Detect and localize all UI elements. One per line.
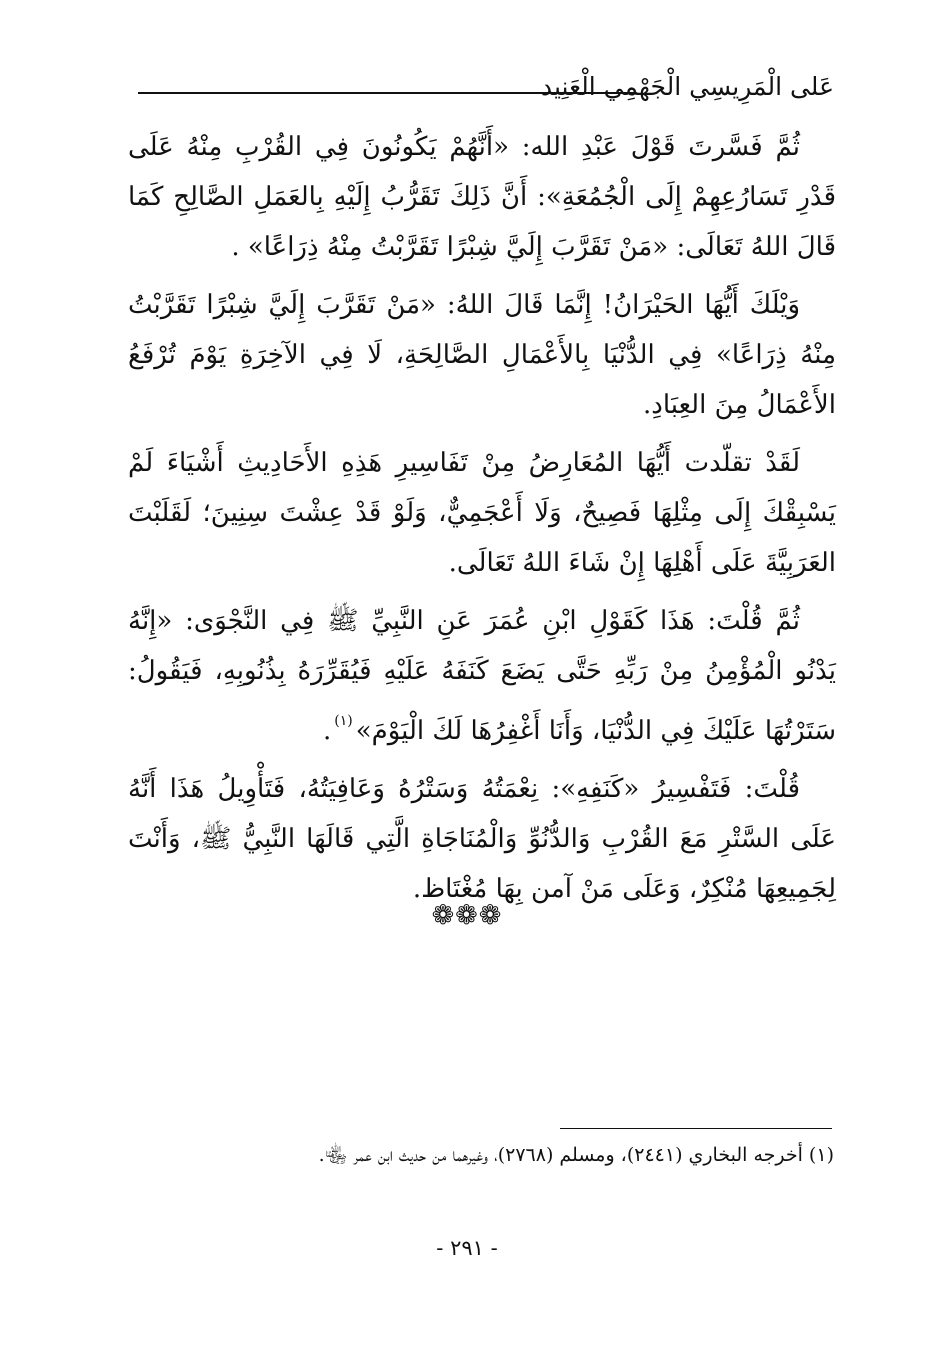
header-rule <box>138 92 636 94</box>
footnote-marker[interactable]: (١) <box>334 713 353 729</box>
paragraph-5: قُلْتَ: فَتَفْسِيرُ «كَنَفِهِ»: نِعْمَتُهُ وَسَتْرُهُ وَعَافِيَتُهُ، فَتَأْوِيلُ هَذَا أَنَّهُ عَلَى السَّتْرِ مَعَ القُرْبِ وَالدُّنُوِّ وَالْمُنَاجَاةِ الَّتِي قَالَهَا النَّبِيُّ ﷺ، وَأَنْتَ لِجَمِيعِهَا مُنْكِرٌ، وَعَلَى مَنْ آمن بِهَا مُغْتَاظ. <box>128 774 836 904</box>
paragraph-4-text: ثُمَّ قُلْتَ: هَذَا كَقَوْلِ ابْنِ عُمَرَ عَنِ النَّبِيِّ ﷺ فِي النَّجْوَى: «إِنَّهُ يَدْنُو الْمُؤْمِنُ مِنْ رَبِّهِ حَتَّى يَضَعَ كَنَفَهُ عَلَيْهِ فَيُقَرِّرَهُ بِذُنُوبِهِ، فَيَقُولُ: سَتَرْتُهَا عَلَيْكَ فِي الدُّنْيَا، وَأَنَا أَغْفِرُهَا لَكَ الْيَوْمَ» <box>128 606 836 746</box>
paragraph-4 <box>128 596 836 756</box>
footnote-rule <box>560 1128 832 1129</box>
paragraph-4-end: . <box>322 716 332 746</box>
paragraph-1: ثُمَّ فَسَّرتَ قَوْلَ عَبْدِ الله: «أَنَّهُمْ يَكُونُونَ فِي القُرْبِ مِنْهُ عَلَى قَدْرِ تَسَارُعِهِمْ إِلَى الْجُمُعَةِ»: أَنَّ ذَلِكَ تَقَرُّبُ إِلَيْهِ بِالعَمَلِ الصَّالِحِ كَمَا قَالَ اللهُ تَعَالَى: «مَنْ تَقَرَّبَ إِلَيَّ شِبْرًا تَقَرَّبْتُ مِنْهُ ذِرَاعًا» . <box>128 132 836 262</box>
main-text <box>128 122 836 920</box>
page-number: - ٢٩١ - <box>436 1236 498 1260</box>
header-title: عَلى الْمَرِيسِي الْجَهْمِي الْعَنِيد <box>540 72 834 101</box>
running-header <box>138 70 834 110</box>
paragraph-2: وَيْلَكَ أَيُّهَا الحَيْرَانُ! إِنَّمَا قَالَ اللهُ: «مَنْ تَقَرَّبَ إِلَيَّ شِبْرًا تَقَرَّبْتُ مِنْهُ ذِرَاعًا» فِي الدُّنْيَا بِالأَعْمَالِ الصَّالِحَةِ، لَا فِي الآخِرَةِ يَوْمَ تُرْفَعُ الأَعْمَالُ مِنَ العِبَادِ. <box>128 290 836 420</box>
footnote-text: (١) أخرجه البخاري (٢٤٤١)، ومسلم (٢٧٦٨)، وغيرهما من حديث ابن عمر ﵄. <box>318 1144 834 1166</box>
section-ornament: ❁❁❁ <box>431 900 503 931</box>
paragraph-3: لَقَدْ تقلّدت أَيُّهَا المُعَارِضُ مِنْ تَفَاسِيرِ هَذِهِ الأَحَادِيثِ أَشْيَاءَ لَمْ يَسْبِقْكَ إِلَى مِثْلِهَا فَصِيحٌ، وَلَا أَعْجَمِيٌّ، وَلَوْ قَدْ عِشْتَ سِنِينَ؛ لَقَلَبْتَ العَرَبِيَّةَ عَلَى أَهْلِهَا إِنْ شَاءَ اللهُ تَعَالَى. <box>128 448 836 578</box>
